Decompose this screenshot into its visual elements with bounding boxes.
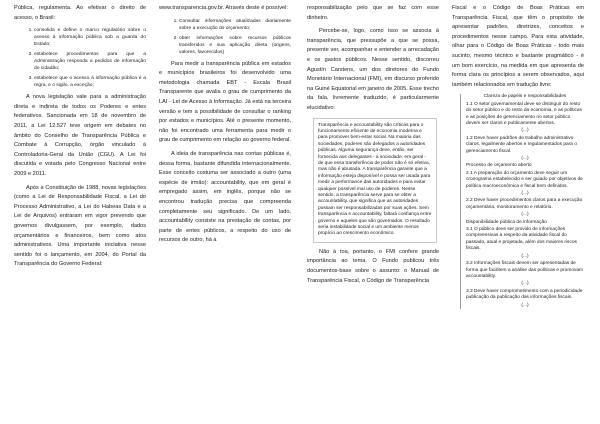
paragraph: Fiscal e o Código de Boas Práticas em Transparência Fiscal, que têm o propósito de apresentar padrões, diretrizes, conceitos e procedimentos nesse campo. Para esta atividade, olhar para o Código de Boas Práticas - todo mais sucinto, mesmo técnico e bastante pragmático - é um bom exercício, na medida em que apresenta de forma clara os princípios a serem observados, aqui também relacionados em tradução livre: — [452, 5, 584, 88]
sidebar-ellipsis: (...) — [521, 302, 529, 308]
text-column-2 — [159, 4, 291, 420]
sidebar-item: 2.2 Deve haver procedimentos claros para a execução orçamentária, monitoramento e relatório. — [466, 198, 583, 210]
sidebar-ellipsis: (...) — [521, 281, 529, 287]
sidebar-item: 1.1 O setor governamental deve se distinguir do resto do setor público e do resto da economia, e as políticas e as posições de gerenciamento no setor público devem ser claros e publicamente abertos. — [466, 101, 582, 126]
text-column-1 — [14, 4, 146, 420]
block-quote: Transparência e accountability são críticas para o funcionamento eficiente de economia moderna e para promover bem-estar social. Na maioria das sociedades, poderes são delegados a autoridades públicas. Alguma segurança deve, então, ser fornecida aos delegantes - a sociedade, em geral - de que essa transferência de poder não é só efetiva, mas não é abusada. A transparência garante que a informação esteja disponível e possa ser usada para medir a performance das autoridades e para evitar qualquer possível mal uso de poderes. Nesse sentido, a transparência serve para se obter a accountability, que significa que as autoridades possam ser responsabilizadas por suas ações. Sem transparência e accountability, faltará confiança entre governo e aqueles que são governados. O resultado seria instabilidade social e um ambiente menos propício ao crescimento econômico. — [313, 118, 437, 243]
sidebar-item: 1.2 Deve haver padrões de trabalho administrativo claros, legalmente abertos e regulamentados para o gerenciamento fiscal. — [466, 135, 577, 154]
text-column-4 — [452, 4, 584, 420]
sidebar-item: 2.1 A preparação do orçamento deve seguir um cronograma estabelecido e ser guiado por objetivos de política macroeconômica e fiscal bem definidos. — [466, 170, 583, 189]
paragraph: Percebe-se, logo, como isso se associa à transparência, que pressupõe a que se possa, presente ver, acompanhar e entender a arrecadação e os gastos públicos. Nesse sentido, discorreu Agustín Carstens, um dos diretores do Fundo Monetário Internacional (FMI), em discurso proferido na Guiné Equatorial em janeiro de 2005. Esse trecho da fala, livremente traduzido, é particularmente elucidativo: — [307, 28, 439, 111]
list-item: 2. estabelece procedimentos para que a Administração responda a pedidos de informação do cidadão; — [34, 51, 146, 72]
paragraph: Pública, regulamenta. Ao efetivar o direito de acesso, o Brasil: — [14, 5, 146, 21]
list-item: 2. obter informações sobre recursos públicos transferidos e sua aplicação direta (origens, valores, favorecidos) — [179, 35, 291, 56]
principles-sidebar — [460, 94, 584, 309]
sidebar-subheading: Disponibilidade pública de informação — [466, 219, 547, 225]
numbered-list — [159, 18, 291, 56]
paragraph: Não à toa, portanto, o FMI confere grande importância ao tema. O Fundo publicou três documentos-base sobre o assunto: o Manual de Transparência Fiscal, o Código de Transparência — [307, 248, 439, 284]
sidebar-ellipsis: (...) — [521, 212, 529, 218]
list-item: 3. estabelece que o acesso à informação pública é a regra, e o sigilo, a exceção; — [34, 75, 146, 89]
sidebar-item: 3.3 Deve haver comprometimento com a periodicidade publicação da publicação das informações fiscais. — [466, 288, 583, 301]
list-item: 1. consolida e define o marco regulatório sobre o acesso à informação pública sob a guarda do Estado; — [34, 27, 146, 48]
sidebar-subheading: Processo de orçamento aberto — [466, 163, 532, 169]
sidebar-ellipsis: (...) — [521, 156, 529, 161]
list-item: 1. Consultar informações atualizadas diariamente sobre a execução do orçamento; — [179, 18, 291, 32]
paragraph: A nova legislação vale para a administração direta e indireta de todos os Poderes e entes federativos. Sancionada em 18 de novembro de 2011, a Lei 12.527 teve origem em debates no âmbito do Conselho de Transparência Pública e Combate à Corrupção, órgão vinculado à Controladoria-Geral da União (CGU). A Lei foi discutida e votada pelo Congresso Nacional entre 2009 e 2011. — [14, 94, 146, 177]
sidebar-item: 3.2 Informações fiscais devem ser apresentadas de forma que facilitem a análise das políticas e promovam accountability. — [466, 261, 584, 279]
paragraph: Para medir a transparência pública em estados e municípios brasileiros foi desenvolvido uma metodologia chamada EBT - Escala Brasil Transparente que avalia o grau de cumprimento da LAI - Lei de Acesso à Informação. Já está na terceira versão e tem a possibilidade de consultar o ranking por estados e municípios. Até o presente momento, não foi encontrado uma ferramenta para medir o grau de cumprimento em relação ao governo federal. — [159, 60, 291, 144]
paragraph: Após a Constituição de 1988, novas legislações (como a Lei de Responsabilidade Fiscal, a Lei do Processo Administrativo, a Lei do Habeas Data e a Lei de Arquivos) entraram em vigor prevendo que governos divulgassem, por exemplo, dados orçamentários e financeiros, bem como atos administrativos. Uma importante iniciativa nesse sentido foi o lançamento, em 2004, do Portal da Transparência do Governo Federal: — [14, 184, 146, 268]
sidebar-ellipsis: (...) — [521, 191, 529, 197]
paragraph: www.transparencia.gov.br. Através deste é possível: — [159, 5, 288, 11]
sidebar-heading: Clareza de papéis e responsabilidades — [483, 94, 567, 100]
paragraph: A ideia de transparência nas contas públicas é, dessa forma, bastante difundida internacionalmente. Esse conceito costuma ser associado a outro (uma espécie de irmão): accountability, que em geral é empregado assim, em inglês, porque não se encontrou tradução precisa que compreenda completamente seu significado. De um lado, accountability consiste na prestação de contas, por parte de entes públicos, a respeito do uso de recursos de outro, há a — [159, 150, 291, 244]
paragraph: responsabilização pelo que se faz com esse dinheiro. — [307, 5, 439, 21]
numbered-list — [14, 27, 146, 89]
sidebar-ellipsis: (...) — [521, 253, 529, 259]
sidebar-item: 3.1 O público deve ser provido de informações compreensivas a respeito da atividade fiscal do passado, atual e projetada, além dos maiores riscos fiscais. — [466, 227, 577, 252]
sidebar-ellipsis: (...) — [521, 128, 529, 134]
text-column-3 — [307, 4, 439, 420]
